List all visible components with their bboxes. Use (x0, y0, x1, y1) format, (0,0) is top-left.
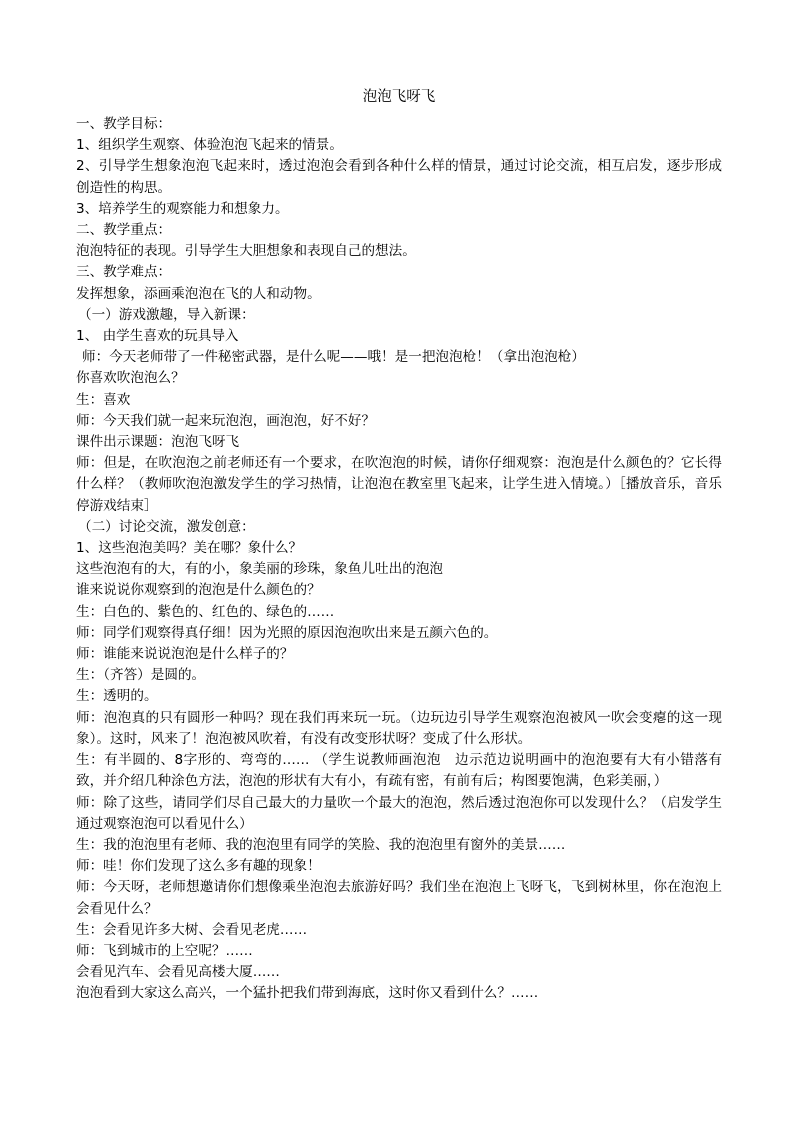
text-line: 这些泡泡有的大，有的小，象美丽的珍珠，象鱼儿吐出的泡泡 (76, 561, 444, 578)
text-line: 课件出示课题：泡泡飞呀飞 (76, 434, 240, 451)
text-line: 泡泡特征的表现。引导学生大胆想象和表现自己的想法。 (76, 243, 416, 260)
text-line: 3、培养学生的观察能力和想象力。 (76, 200, 289, 217)
text-line: 1、这些泡泡美吗？美在哪？象什么？ (76, 540, 303, 557)
text-line: 生：我的泡泡里有老师、我的泡泡里有同学的笑脸、我的泡泡里有窗外的美景…… (76, 836, 566, 853)
text-line: 二、教学重点： (76, 222, 172, 239)
text-line: 生：喜欢 (76, 391, 131, 408)
text-line: 谁来说说你观察到的泡泡是什么颜色的？ (76, 582, 321, 599)
text-line: 泡泡看到大家这么高兴，一个猛扑把我们带到海底，这时你又看到什么？…… (76, 985, 539, 1002)
text-line: 生：会看见许多大树、会看见老虎…… (76, 921, 308, 938)
text-line: 2、引导学生想象泡泡飞起来时，透过泡泡会看到各种什么样的情景，通过讨论交流，相互启发，逐步形成创造性的构思。 (76, 158, 722, 196)
text-line: 1、组织学生观察、体验泡泡飞起来的情景。 (76, 137, 343, 154)
text-line: 师：谁能来说说泡泡是什么样子的？ (76, 646, 294, 663)
text-line: 发挥想象，添画乘泡泡在飞的人和动物。 (76, 285, 321, 302)
section-heading: （一）游戏激趣，导入新课： (78, 306, 255, 323)
text-line: 会看见汽车、会看见高楼大厦…… (76, 964, 280, 981)
text-line: 生：透明的。 (76, 688, 158, 705)
text-line: 师：哇！你们发现了这么多有趣的现象！ (76, 858, 321, 875)
text-line: 你喜欢吹泡泡么？ (76, 370, 185, 387)
document-title: 泡泡飞呀飞 (362, 89, 436, 105)
text-line: 生：（齐答）是圆的。 (76, 667, 206, 684)
text-line: 师：今天老师带了一件秘密武器，是什么呢——哦！是一把泡泡枪！（拿出泡泡枪） (82, 349, 585, 366)
text-line: 师：今天我们就一起来玩泡泡，画泡泡，好不好？ (76, 412, 376, 429)
text-line: 师：除了这些，请同学们尽自己最大的力量吹一个最大的泡泡，然后透过泡泡你可以发现什么？（启发学生通过观察泡泡可以看见什么） (76, 794, 722, 832)
text-line: 三、教学难点： (76, 264, 172, 281)
text-line: 师：今天呀，老师想邀请你们想像乘坐泡泡去旅游好吗？我们坐在泡泡上飞呀飞，飞到树林里，你在泡泡上会看见什么？ (76, 879, 722, 917)
text-line: 一、教学目标： (76, 116, 172, 132)
text-line: 1、 由学生喜欢的玩具导入 (76, 328, 239, 345)
text-line: 师：同学们观察得真仔细！因为光照的原因泡泡吹出来是五颜六色的。 (76, 624, 498, 641)
text-line: 师：泡泡真的只有圆形一种吗？现在我们再来玩一玩。（边玩边引导学生观察泡泡被风一吹会变瘪的这一现象）。这时，风来了！泡泡被风吹着，有没有改变形状呀？变成了什么形状。 (76, 709, 722, 747)
document-body (76, 114, 722, 1005)
text-line: 师：但是，在吹泡泡之前老师还有一个要求，在吹泡泡的时候，请你仔细观察：泡泡是什么颜色的？它长得什么样？（教师吹泡泡激发学生的学习热情，让泡泡在教室里飞起来，让学生进入情境。）［播放音乐，音乐停游戏结束］ (76, 455, 722, 514)
section-heading: （二）讨论交流，激发创意： (78, 518, 255, 535)
text-line: 生：白色的、紫色的、红色的、绿色的…… (76, 603, 335, 620)
text-line: 生：有半圆的、8字形的、弯弯的…… （学生说教师画泡泡 边示范边说明画中的泡泡要有大有小错落有致，并介绍几种涂色方法，泡泡的形状有大有小，有疏有密，有前有后；构图要饱满，色彩美丽，） (76, 752, 722, 790)
document-page (76, 86, 722, 1005)
text-line: 师：飞到城市的上空呢？…… (76, 942, 253, 959)
